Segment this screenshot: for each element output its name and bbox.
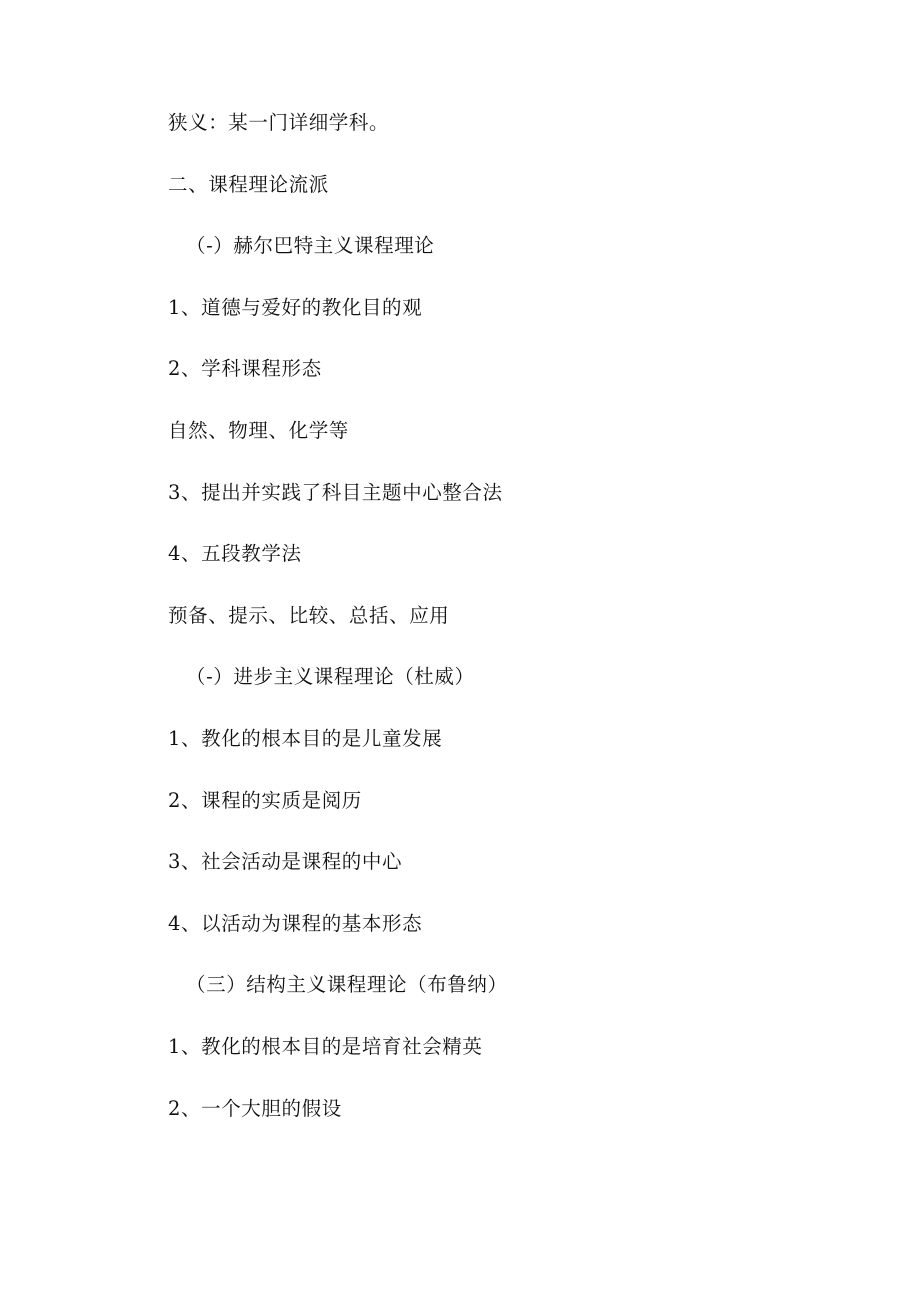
list-item: 1、道德与爱好的教化目的观 [168, 295, 423, 319]
list-item: 2、一个大胆的假设 [168, 1096, 342, 1120]
list-item: 1、教化的根本目的是儿童发展 [168, 726, 443, 750]
paragraph: 预备、提示、比较、总括、应用 [168, 603, 450, 627]
list-item: 2、学科课程形态 [168, 357, 322, 381]
subsection-heading: （-）赫尔巴特主义课程理论 [186, 234, 435, 258]
list-item: 1、教化的根本目的是培育社会精英 [168, 1034, 483, 1058]
subsection-heading: （三）结构主义课程理论（布鲁纳） [186, 973, 508, 997]
list-item: 4、以活动为课程的基本形态 [168, 911, 423, 935]
paragraph: 自然、物理、化学等 [168, 418, 349, 442]
paragraph-definition-narrow: 狭义：某一门详细学科。 [168, 111, 390, 134]
document-body [168, 108, 828, 1155]
section-heading: 二、课程理论流派 [168, 172, 329, 196]
list-item: 3、提出并实践了科目主题中心整合法 [168, 480, 503, 504]
subsection-heading: （-）进步主义课程理论（杜威） [186, 665, 475, 689]
list-item: 3、社会活动是课程的中心 [168, 850, 403, 874]
list-item: 4、五段教学法 [168, 542, 302, 566]
list-item: 2、课程的实质是阅历 [168, 788, 362, 812]
